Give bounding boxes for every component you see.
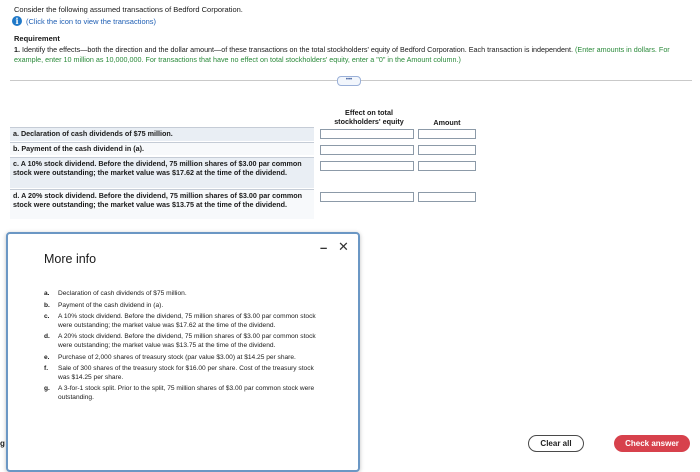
clear-all-button[interactable]: Clear all [528, 435, 584, 452]
item-text: A 20% stock dividend. Before the dividend, 75 million shares of $3.00 par common stock were outstanding; the market value was $13.75 at the time of the dividend. [58, 333, 316, 349]
effect-input-d[interactable] [320, 192, 414, 202]
table-row-b: b. Payment of the cash dividend in (a). [10, 142, 314, 155]
item-text: Payment of the cash dividend in (a). [58, 301, 164, 309]
amount-input-c[interactable] [418, 161, 476, 171]
item-text: Declaration of cash dividends of $75 million. [58, 290, 187, 297]
requirement-text [14, 45, 690, 64]
amount-input-d[interactable] [418, 192, 476, 202]
close-icon[interactable]: ✕ [338, 239, 349, 254]
list-item [44, 313, 324, 330]
list-item [44, 333, 324, 350]
table-row-c: c. A 10% stock dividend. Before the dividend, 75 million shares of $3.00 par common stock were outstanding; the market value was $17.62 at the time of the dividend. [10, 157, 314, 188]
info-row [12, 16, 156, 26]
item-text: A 3-for-1 stock split. Prior to the split, 75 million shares of $3.00 par common stock were outstanding. [58, 385, 315, 401]
list-item [44, 290, 324, 299]
effect-input-a[interactable] [320, 129, 414, 139]
transactions-list [44, 290, 324, 406]
list-item [44, 302, 324, 311]
list-item [44, 385, 324, 402]
list-item [44, 365, 324, 382]
check-answer-button[interactable]: Check answer [614, 435, 690, 452]
effect-input-b[interactable] [320, 145, 414, 155]
requirement-description: Identify the effects—both the direction and the dollar amount—of these transactions on the total stockholders' equity of Bedford Corporation. Each transaction is independent. [22, 45, 574, 54]
requirement-title: Requirement [14, 34, 60, 43]
modal-title: More info [44, 252, 97, 266]
table-row-a: a. Declaration of cash dividends of $75 million. [10, 127, 314, 141]
ellipsis-icon[interactable]: ••• [337, 76, 361, 86]
requirement-number: 1. [14, 45, 20, 54]
item-letter: a. [44, 290, 50, 297]
requirement-instruction: (Enter amounts in dollars. For example, enter 10 million as 10,000,000. For transactions that have no effect on total stockholders' equity, enter a "0" in the Amount column.) [14, 45, 670, 64]
info-icon[interactable]: i [12, 16, 22, 26]
column-header-amount: Amount [433, 118, 461, 127]
item-letter: d. [44, 333, 50, 341]
item-letter: c. [44, 313, 50, 321]
item-text: Purchase of 2,000 shares of treasury stock (par value $3.00) at $14.25 per share. [58, 353, 296, 361]
item-letter: f. [44, 365, 49, 373]
effect-input-c[interactable] [320, 161, 414, 171]
amount-input-a[interactable] [418, 129, 476, 139]
intro-text: Consider the following assumed transactions of Bedford Corporation. [14, 5, 243, 14]
item-text: Sale of 300 shares of the treasury stock for $16.00 per share. Cost of the treasury stock was $14.25 per share. [58, 365, 314, 381]
item-text: A 10% stock dividend. Before the dividend, 75 million shares of $3.00 par common stock were outstanding; the market value was $17.62 at the time of the dividend. [58, 313, 316, 329]
list-item [44, 354, 324, 363]
item-letter: e. [44, 353, 50, 361]
edge-fragment: g [0, 439, 5, 448]
amount-input-b[interactable] [418, 145, 476, 155]
item-letter: b. [44, 301, 50, 309]
column-header-effect: Effect on total stockholders' equity [334, 108, 404, 126]
minimize-icon[interactable]: – [320, 240, 328, 255]
view-transactions-link[interactable]: (Click the icon to view the transactions) [26, 16, 157, 26]
table-row-d: d. A 20% stock dividend. Before the dividend, 75 million shares of $3.00 par common stock were outstanding; the market value was $13.75 at the time of the dividend. [10, 189, 314, 219]
more-info-modal [6, 232, 360, 472]
item-letter: g. [44, 385, 50, 393]
